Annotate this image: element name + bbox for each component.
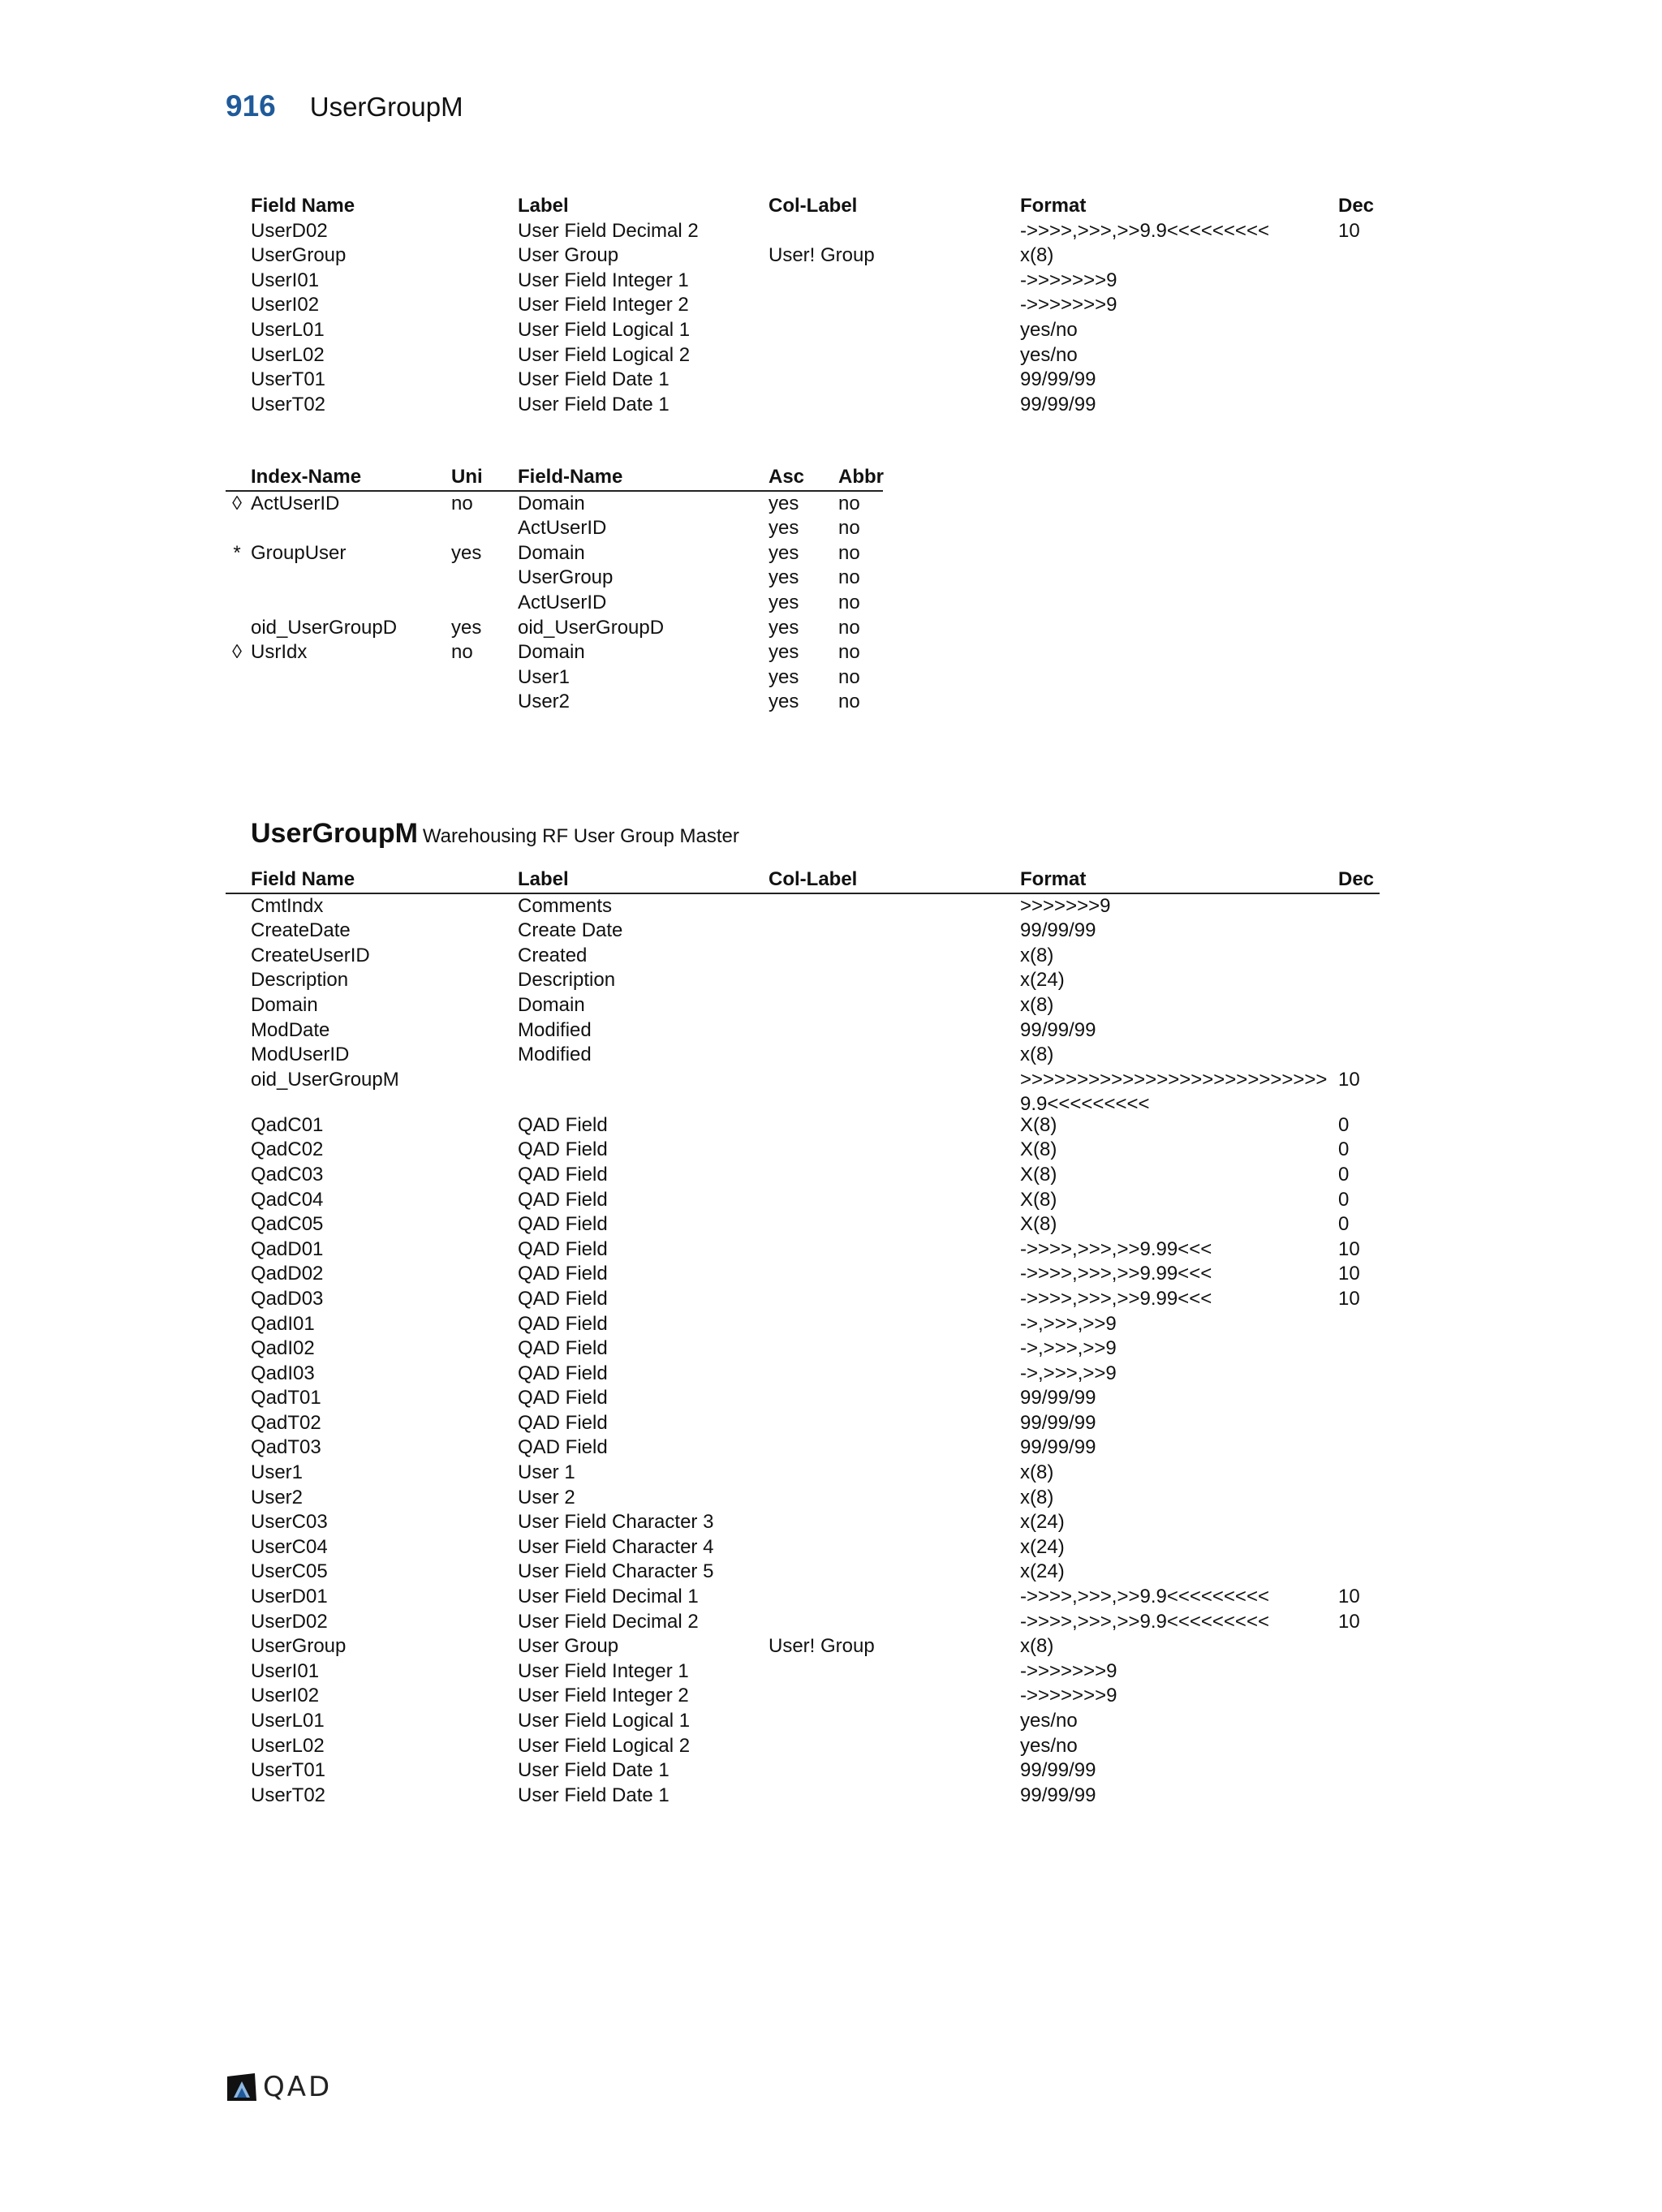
label-cell: User Field Integer 1 [518, 269, 689, 291]
format-cell: ->>>>,>>>,>>9.99<<< [1020, 1263, 1212, 1285]
table-row [226, 1535, 1380, 1560]
table-row [226, 591, 883, 616]
index-marker-icon: * [233, 541, 241, 564]
format-cell: ->>>>,>>>,>>9.99<<< [1020, 1287, 1212, 1310]
label-cell: User Field Logical 2 [518, 343, 691, 366]
format-cell: ->,>>>,>>9 [1020, 1337, 1117, 1360]
format-cell: 99/99/99 [1020, 1018, 1096, 1041]
field-name-cell: UserI01 [251, 1659, 320, 1682]
field-name-cell: ActUserID [518, 517, 607, 540]
dec-cell: 0 [1338, 1213, 1350, 1236]
format-cell: ->>>>,>>>,>>9.9<<<<<<<<< [1020, 219, 1269, 242]
field-table [226, 867, 1380, 1808]
dec-cell: 10 [1338, 219, 1360, 242]
field-name-cell: UserI02 [251, 294, 320, 316]
col-label-cell: User! Group [769, 244, 875, 267]
label-cell: QAD Field [518, 1411, 608, 1434]
unique-cell: yes [451, 541, 482, 564]
format-cell: X(8) [1020, 1188, 1057, 1211]
table-row [226, 1411, 1380, 1436]
field-name-cell: UserL02 [251, 343, 325, 366]
field-name-cell: UserT02 [251, 1784, 326, 1806]
dec-cell: 0 [1338, 1163, 1350, 1186]
format-cell: yes/no [1020, 1734, 1078, 1757]
table-row [226, 919, 1380, 944]
dec-cell: 10 [1338, 1287, 1360, 1310]
format-cell: x(24) [1020, 1511, 1065, 1534]
format-cell: x(24) [1020, 969, 1065, 992]
field-name-cell: oid_UserGroupM [251, 1068, 399, 1091]
dec-cell: 10 [1338, 1263, 1360, 1285]
asc-cell: yes [769, 566, 799, 589]
field-name-cell: UserD02 [251, 219, 328, 242]
label-cell: User Field Date 1 [518, 368, 670, 391]
label-cell: User 1 [518, 1461, 575, 1484]
qad-logo-text: QAD [263, 2071, 333, 2103]
label-cell: User Field Character 3 [518, 1511, 714, 1534]
label-cell: Modified [518, 1044, 592, 1066]
field-name-cell: QadI02 [251, 1337, 315, 1360]
column-header: Format [1020, 868, 1087, 890]
format-cell: x(8) [1020, 1635, 1054, 1658]
unique-cell: no [451, 492, 473, 514]
dec-cell: 0 [1338, 1188, 1350, 1211]
label-cell: User Field Character 4 [518, 1535, 714, 1558]
asc-cell: yes [769, 517, 799, 540]
table-header-row [226, 867, 1380, 894]
field-name-cell: ModUserID [251, 1044, 350, 1066]
table-row [226, 1212, 1380, 1237]
table-row [226, 944, 1380, 969]
field-table-continued [226, 194, 1380, 417]
format-cell: ->,>>>,>>9 [1020, 1362, 1117, 1384]
label-cell: User 2 [518, 1486, 575, 1508]
label-cell: QAD Field [518, 1138, 608, 1161]
table-row [226, 968, 1380, 993]
format-cell: x(8) [1020, 993, 1054, 1016]
label-cell: QAD Field [518, 1362, 608, 1384]
table-row [226, 1784, 1380, 1809]
table-row [226, 665, 883, 691]
qad-logo [226, 2071, 332, 2103]
format-cell: x(24) [1020, 1535, 1065, 1558]
field-name-cell: QadD02 [251, 1263, 324, 1285]
field-name-cell: QadD03 [251, 1287, 324, 1310]
field-name-cell: Domain [518, 641, 585, 664]
table-row [226, 690, 883, 715]
table-name: UserGroupM [251, 818, 418, 849]
field-name-cell: QadI01 [251, 1312, 315, 1335]
field-name-cell: UserC04 [251, 1535, 328, 1558]
table-row [226, 1634, 1380, 1659]
table-row [226, 640, 883, 665]
format-cell: x(8) [1020, 1461, 1054, 1484]
field-name-cell: CreateDate [251, 919, 351, 942]
label-cell: QAD Field [518, 1213, 608, 1236]
field-name-cell: CmtIndx [251, 894, 324, 917]
label-cell: Description [518, 969, 616, 992]
column-header: Uni [451, 466, 483, 488]
column-header: Abbr [838, 466, 884, 488]
label-cell: Created [518, 944, 588, 966]
page-number: 916 [226, 89, 276, 123]
label-cell: QAD Field [518, 1263, 608, 1285]
format-cell: ->>>>>>>9 [1020, 294, 1117, 316]
index-marker-icon: ◊ [232, 492, 242, 514]
label-cell: QAD Field [518, 1113, 608, 1136]
abbr-cell: no [838, 591, 860, 613]
field-name-cell: UserGroup [518, 566, 614, 589]
label-cell: QAD Field [518, 1436, 608, 1459]
column-header: Index-Name [251, 466, 362, 488]
qad-logo-icon [226, 2073, 258, 2101]
label-cell: Modified [518, 1018, 592, 1041]
table-row [226, 1138, 1380, 1163]
column-header: Dec [1338, 195, 1375, 217]
index-table [226, 465, 883, 715]
table-row [226, 1262, 1380, 1287]
table-header-row [226, 194, 1380, 219]
asc-cell: yes [769, 541, 799, 564]
label-cell: User Group [518, 244, 619, 267]
field-name-cell: User1 [251, 1461, 304, 1484]
format-cell: x(8) [1020, 244, 1054, 267]
table-row [226, 1560, 1380, 1585]
format-cell: X(8) [1020, 1113, 1057, 1136]
table-row [226, 1362, 1380, 1387]
table-row [226, 1734, 1380, 1759]
column-header: Format [1020, 195, 1087, 217]
table-row [226, 393, 1380, 418]
format-cell: ->>>>>>>9 [1020, 1659, 1117, 1682]
unique-cell: no [451, 641, 473, 664]
index-name-cell: GroupUser [251, 541, 347, 564]
abbr-cell: no [838, 665, 860, 688]
field-name-cell: UserL01 [251, 1710, 325, 1732]
table-row [226, 1043, 1380, 1068]
column-header: Col-Label [769, 195, 858, 217]
label-cell: User Field Integer 2 [518, 1685, 689, 1707]
format-cell: 99/99/99 [1020, 1411, 1096, 1434]
label-cell: User Field Date 1 [518, 1784, 670, 1806]
field-name-cell: QadC01 [251, 1113, 324, 1136]
format-cell: 99/99/99 [1020, 1387, 1096, 1409]
field-name-cell: UserGroup [251, 244, 347, 267]
field-name-cell: Description [251, 969, 349, 992]
label-cell: User Field Logical 1 [518, 318, 691, 341]
table-row [226, 1659, 1380, 1685]
table-row [226, 318, 1380, 343]
field-name-cell: UserL01 [251, 318, 325, 341]
table-row [226, 1312, 1380, 1337]
table-row [226, 368, 1380, 393]
label-cell: User Field Logical 2 [518, 1734, 691, 1757]
field-name-cell: UserD01 [251, 1586, 328, 1608]
field-name-cell: CreateUserID [251, 944, 370, 966]
format-cell: ->>>>>>>9 [1020, 1685, 1117, 1707]
field-name-cell: User2 [251, 1486, 304, 1508]
format-cell: yes/no [1020, 318, 1078, 341]
format-cell: ->>>>>>>9 [1020, 269, 1117, 291]
field-name-cell: QadT03 [251, 1436, 321, 1459]
table-row [226, 1237, 1380, 1263]
index-name-cell: ActUserID [251, 492, 340, 514]
label-cell: User Field Decimal 2 [518, 219, 699, 242]
field-name-cell: UserD02 [251, 1610, 328, 1633]
format-cell: X(8) [1020, 1138, 1057, 1161]
dec-cell: 0 [1338, 1138, 1350, 1161]
label-cell: Domain [518, 993, 585, 1016]
label-cell: User Field Integer 1 [518, 1659, 689, 1682]
unique-cell: yes [451, 616, 482, 639]
field-name-cell: QadC03 [251, 1163, 324, 1186]
asc-cell: yes [769, 492, 799, 514]
column-header: Field Name [251, 195, 355, 217]
format-cell: x(24) [1020, 1560, 1065, 1583]
column-header: Label [518, 195, 569, 217]
abbr-cell: no [838, 541, 860, 564]
field-name-cell: User1 [518, 665, 571, 688]
field-name-cell: Domain [518, 492, 585, 514]
table-row [226, 1287, 1380, 1312]
field-name-cell: QadC02 [251, 1138, 324, 1161]
label-cell: User Field Date 1 [518, 1759, 670, 1782]
format-cell: yes/no [1020, 343, 1078, 366]
abbr-cell: no [838, 641, 860, 664]
dec-cell: 10 [1338, 1068, 1360, 1091]
field-name-cell: User2 [518, 691, 571, 713]
format-cell: 99/99/99 [1020, 919, 1096, 942]
page-header [226, 89, 463, 123]
asc-cell: yes [769, 665, 799, 688]
abbr-cell: no [838, 492, 860, 514]
format-cell: ->>>>,>>>,>>9.99<<< [1020, 1237, 1212, 1260]
table-description: Warehousing RF User Group Master [422, 825, 739, 847]
table-row [226, 219, 1380, 244]
column-header: Dec [1338, 868, 1375, 890]
asc-cell: yes [769, 616, 799, 639]
label-cell: QAD Field [518, 1237, 608, 1260]
index-name-cell: oid_UserGroupD [251, 616, 398, 639]
table-row [226, 243, 1380, 269]
label-cell: User Group [518, 1635, 619, 1658]
table-row [226, 616, 883, 641]
table-row [226, 293, 1380, 318]
format-cell: 99/99/99 [1020, 1759, 1096, 1782]
label-cell: User Field Integer 2 [518, 294, 689, 316]
field-name-cell: QadT02 [251, 1411, 321, 1434]
label-cell: User Field Character 5 [518, 1560, 714, 1583]
field-name-cell: QadI03 [251, 1362, 315, 1384]
format-cell: x(8) [1020, 1486, 1054, 1508]
format-cell: 99/99/99 [1020, 368, 1096, 391]
table-row [226, 1585, 1380, 1610]
label-cell: User Field Decimal 1 [518, 1586, 699, 1608]
label-cell: QAD Field [518, 1163, 608, 1186]
column-header: Col-Label [769, 868, 858, 890]
table-row [226, 1610, 1380, 1635]
field-name-cell: ModDate [251, 1018, 330, 1041]
format-cell: x(8) [1020, 1044, 1054, 1066]
table-row [226, 894, 1380, 919]
table-header-row [226, 465, 883, 492]
table-row [226, 269, 1380, 294]
abbr-cell: no [838, 691, 860, 713]
label-cell: User Field Logical 1 [518, 1710, 691, 1732]
table-row [226, 1068, 1380, 1116]
format-cell: X(8) [1020, 1213, 1057, 1236]
field-name-cell: QadD01 [251, 1237, 324, 1260]
index-name-cell: UsrIdx [251, 641, 308, 664]
index-marker-icon: ◊ [232, 641, 242, 664]
asc-cell: yes [769, 691, 799, 713]
table-row [226, 1684, 1380, 1709]
label-cell: QAD Field [518, 1188, 608, 1211]
field-name-cell: UserC05 [251, 1560, 328, 1583]
table-row [226, 1018, 1380, 1044]
dec-cell: 0 [1338, 1113, 1350, 1136]
label-cell: User Field Decimal 2 [518, 1610, 699, 1633]
table-row [226, 1435, 1380, 1461]
table-row [226, 1461, 1380, 1486]
table-row [226, 566, 883, 591]
table-row [226, 1163, 1380, 1188]
asc-cell: yes [769, 641, 799, 664]
label-cell: Comments [518, 894, 613, 917]
col-label-cell: User! Group [769, 1635, 875, 1658]
table-row [226, 1758, 1380, 1784]
format-cell: ->>>>,>>>,>>9.9<<<<<<<<< [1020, 1586, 1269, 1608]
table-row [226, 1486, 1380, 1511]
dec-cell: 10 [1338, 1237, 1360, 1260]
format-cell: 99/99/99 [1020, 1784, 1096, 1806]
column-header: Label [518, 868, 569, 890]
table-row [226, 492, 883, 517]
field-name-cell: UserGroup [251, 1635, 347, 1658]
field-name-cell: UserT02 [251, 393, 326, 415]
page-title: UserGroupM [309, 92, 463, 122]
table-row [226, 541, 883, 566]
asc-cell: yes [769, 591, 799, 613]
label-cell: QAD Field [518, 1287, 608, 1310]
field-name-cell: UserI01 [251, 269, 320, 291]
format-cell: >>>>>>>9 [1020, 894, 1111, 917]
field-name-cell: UserT01 [251, 1759, 326, 1782]
column-header: Field-Name [518, 466, 623, 488]
table-row [226, 1336, 1380, 1362]
table-row [226, 516, 883, 541]
field-name-cell: UserT01 [251, 368, 326, 391]
format-cell: ->>>>,>>>,>>9.9<<<<<<<<< [1020, 1610, 1269, 1633]
table-row [226, 1386, 1380, 1411]
format-cell: 99/99/99 [1020, 393, 1096, 415]
field-name-cell: Domain [251, 993, 318, 1016]
field-name-cell: UserL02 [251, 1734, 325, 1757]
dec-cell: 10 [1338, 1610, 1360, 1633]
table-row [226, 1113, 1380, 1138]
field-name-cell: Domain [518, 541, 585, 564]
dec-cell: 10 [1338, 1586, 1360, 1608]
field-name-cell: UserI02 [251, 1685, 320, 1707]
label-cell: QAD Field [518, 1312, 608, 1335]
field-name-cell: QadC04 [251, 1188, 324, 1211]
label-cell: QAD Field [518, 1387, 608, 1409]
format-cell: X(8) [1020, 1163, 1057, 1186]
field-name-cell: QadC05 [251, 1213, 324, 1236]
table-row [226, 343, 1380, 368]
section-title [251, 818, 739, 850]
format-cell: yes/no [1020, 1710, 1078, 1732]
table-row [226, 1709, 1380, 1734]
field-name-cell: oid_UserGroupD [518, 616, 665, 639]
field-name-cell: ActUserID [518, 591, 607, 613]
column-header: Field Name [251, 868, 355, 890]
abbr-cell: no [838, 566, 860, 589]
abbr-cell: no [838, 616, 860, 639]
table-row [226, 1188, 1380, 1213]
field-name-cell: QadT01 [251, 1387, 321, 1409]
format-cell: ->,>>>,>>9 [1020, 1312, 1117, 1335]
format-cell: 99/99/99 [1020, 1436, 1096, 1459]
abbr-cell: no [838, 517, 860, 540]
label-cell: User Field Date 1 [518, 393, 670, 415]
format-cell: >>>>>>>>>>>>>>>>>>>>>>>>>>>9.9<<<<<<<<< [1020, 1068, 1328, 1116]
column-header: Asc [769, 466, 805, 488]
format-cell: x(8) [1020, 944, 1054, 966]
label-cell: QAD Field [518, 1337, 608, 1360]
field-name-cell: UserC03 [251, 1511, 328, 1534]
table-row [226, 1510, 1380, 1535]
table-row [226, 993, 1380, 1018]
label-cell: Create Date [518, 919, 623, 942]
